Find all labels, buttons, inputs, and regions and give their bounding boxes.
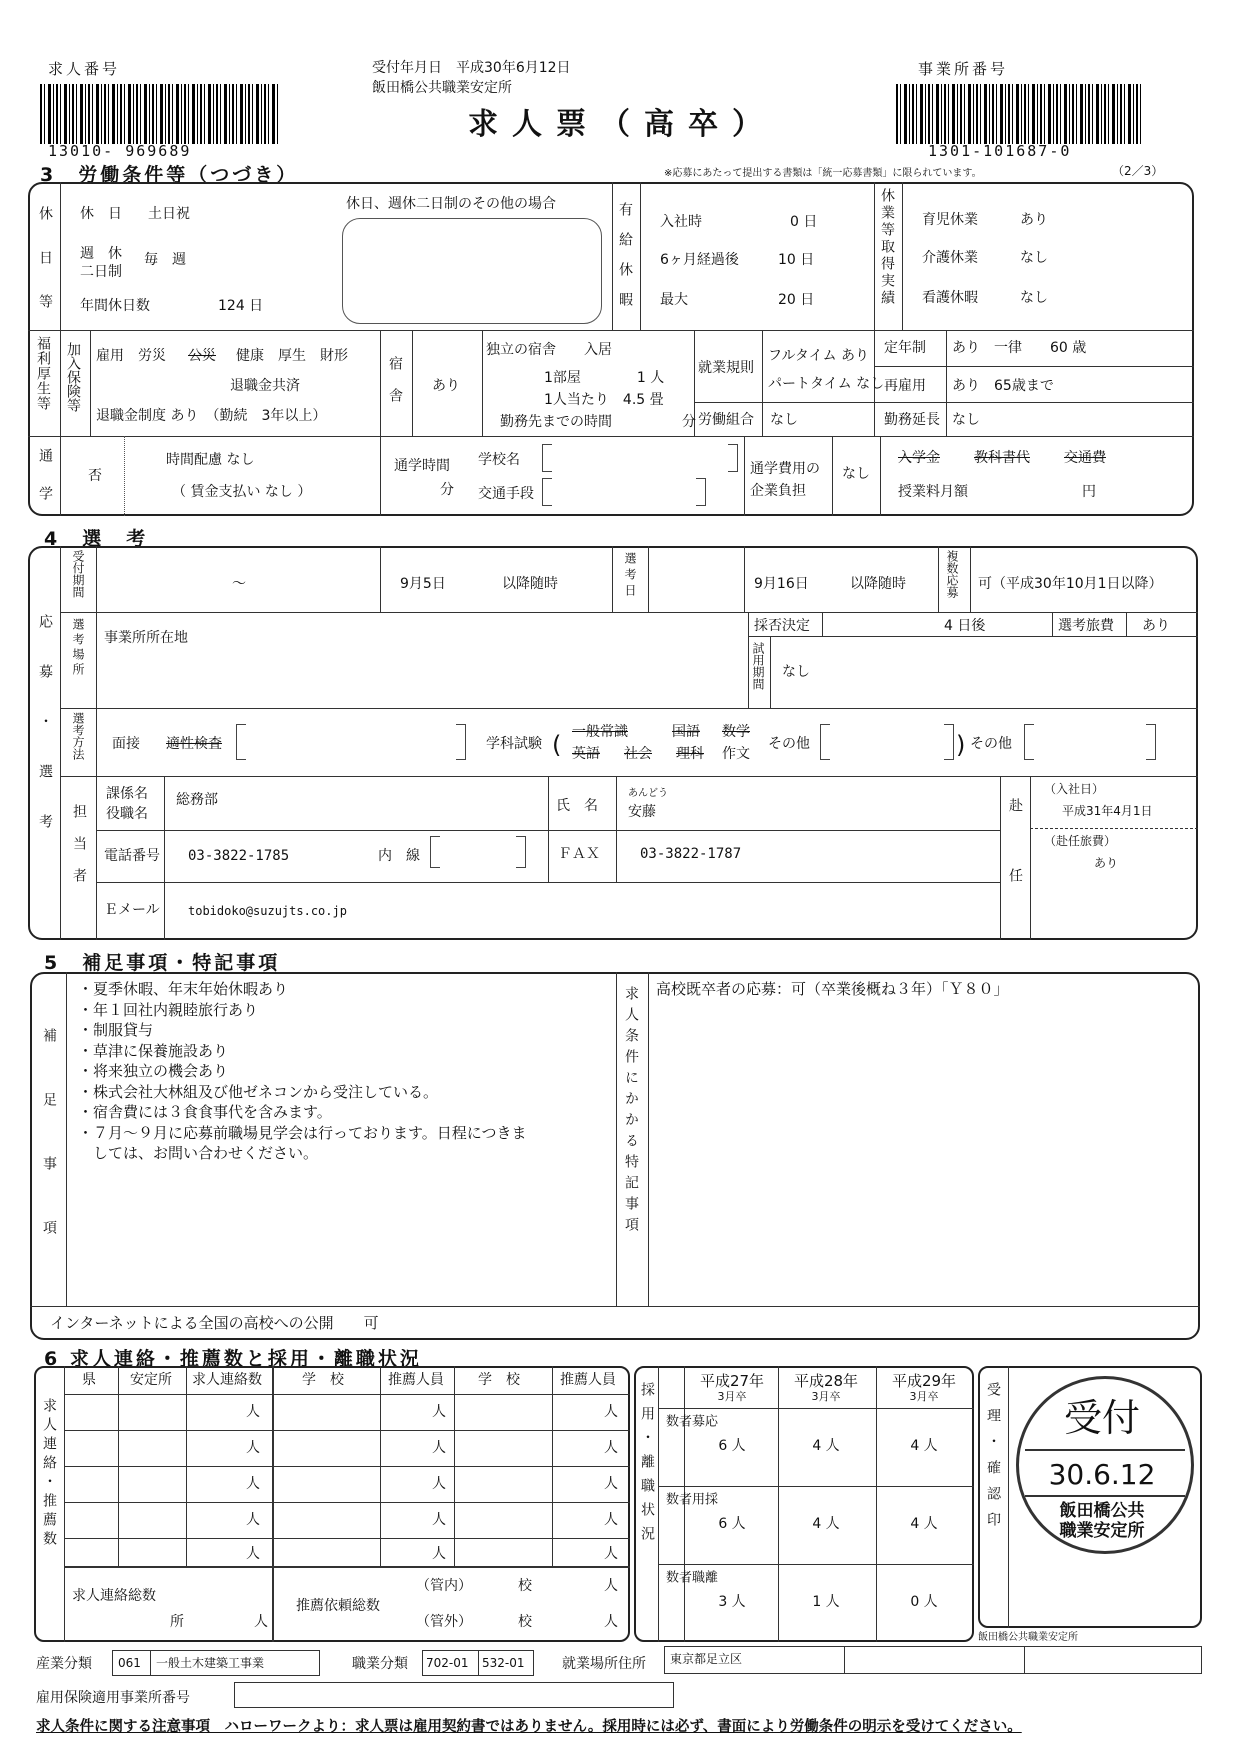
h-suisen-1: 推薦人員 xyxy=(388,1372,444,1388)
saiyo-row-label: 離職者数 xyxy=(663,1570,717,1583)
shugyo-basho-value: 東京都足立区 xyxy=(670,1652,743,1666)
renraku-nin: 人 xyxy=(246,1476,260,1492)
kannai-ko: 校 xyxy=(518,1578,532,1594)
saiyo-year-month: 3月卒 xyxy=(909,1390,939,1403)
shugyo-kisoku-label: 就業規則 xyxy=(698,360,754,376)
gakka-eigo: 英語 xyxy=(572,746,600,762)
yukyu-row1-value: 0 日 xyxy=(790,214,818,230)
section-4-title: 4 選 考 xyxy=(44,528,149,550)
nyusha-label: （入社日） xyxy=(1044,782,1105,796)
kotsu-shudan-label: 交通手段 xyxy=(478,486,534,502)
saikoyo-label: 再雇用 xyxy=(884,378,926,394)
kyugyo-row2-label: 介護休業 xyxy=(922,250,978,266)
hosoku-item: ・７月～９月に応募前職場見学会は行っております。日程につきま xyxy=(78,1123,527,1142)
yakushoku-label: 役職名 xyxy=(106,806,148,822)
kyugyo-row2-value: なし xyxy=(1020,250,1048,266)
suisen-nin-1: 人 xyxy=(432,1440,446,1456)
gakka-shiken: 学科試験 xyxy=(486,736,542,752)
kyugyo-row3-value: なし xyxy=(1020,290,1048,306)
hoken-list-1: 雇用 労災 xyxy=(96,348,166,364)
section-3-title: 3 労働条件等（つづき） xyxy=(40,164,299,186)
office-name: 飯田橋公共職業安定所 xyxy=(372,80,512,96)
uketsuke-stamp xyxy=(1016,1376,1194,1554)
shukusha-dokuritsu: 独立の宿舎 入居 xyxy=(486,342,612,358)
hoho-sonota-right xyxy=(1146,724,1156,760)
kangai-ko: 校 xyxy=(518,1614,532,1630)
taishoku-seido: 退職金制度 あり （勤続 3年以上） xyxy=(96,408,327,424)
stamp-top: 受付 xyxy=(1063,1396,1140,1440)
kangai-nin: 人 xyxy=(604,1614,618,1630)
h-gakko-1: 学 校 xyxy=(302,1372,344,1388)
koyo-hoken-field xyxy=(234,1682,674,1708)
suisen-nin-2: 人 xyxy=(604,1440,618,1456)
funin-ryohi-value: あり xyxy=(1094,856,1119,870)
jigyosho-no-label: 事業所番号 xyxy=(918,60,1009,78)
shugyo-basho-label: 就業場所住所 xyxy=(562,1656,646,1672)
kyujin-no: 13010- 969689 xyxy=(48,142,192,160)
nenkan-label: 年間休日数 xyxy=(80,298,150,314)
saiyo-cell: 4 人 xyxy=(910,1438,938,1454)
gakka-kokugo: 国語 xyxy=(672,724,700,740)
renraku-nin: 人 xyxy=(246,1546,260,1562)
fax-label: ＦＡＸ xyxy=(558,846,600,862)
juri-label: 受理・確認印 xyxy=(985,1382,1001,1538)
kyujitsu-other-label: 休日、週休二日制のその他の場合 xyxy=(346,196,556,212)
shukusha-value: あり xyxy=(432,378,460,394)
renraku-nin: 人 xyxy=(246,1440,260,1456)
tel-label: 電話番号 xyxy=(104,848,160,864)
internet-kokai: インターネットによる全国の高校への公開 可 xyxy=(50,1314,379,1332)
fukusu-obo-label: 複数応募 xyxy=(945,550,959,598)
yukyu-row2-label: 6ヶ月経過後 xyxy=(660,252,739,268)
hoken-kosai: 公災 xyxy=(188,348,216,364)
kotsu-field-right xyxy=(696,478,706,506)
naisen-field-right xyxy=(516,836,526,868)
renraku-nin: 人 xyxy=(246,1404,260,1420)
tanto-label: 担当者 xyxy=(71,804,87,900)
saiyo-year-month: 3月卒 xyxy=(717,1390,747,1403)
naisen-field-left xyxy=(430,836,440,868)
tekisei-field-left xyxy=(236,724,246,760)
chui-jiko: 求人条件に関する注意事項 ハローワークより：求人票は雇用契約書ではありません。採用時には必ず、書面により労働条件の明示を受けてください。 xyxy=(36,1719,1022,1735)
kumiai-value: なし xyxy=(770,412,798,428)
senko-basho: 事業所所在地 xyxy=(104,630,188,646)
shiyo-kikan-label: 試用期間 xyxy=(751,642,765,690)
hoken-list-2: 健康 厚生 財形 xyxy=(236,348,348,364)
saiyo-label: 採用・離職状況 xyxy=(639,1382,655,1550)
gakko-field-left xyxy=(542,444,552,472)
kyujitsu-other-field xyxy=(342,218,602,324)
h-ken: 県 xyxy=(82,1372,96,1388)
senkobi-date: 9月16日 xyxy=(754,576,809,592)
shokugyo-label: 職業分類 xyxy=(352,1656,408,1672)
renraku-sosu-nin: 人 xyxy=(254,1614,268,1630)
uketsuke-after: 以降随時 xyxy=(502,576,558,592)
hosoku-item: ・株式会社大林組及び他ゼネコンから受注している。 xyxy=(78,1082,439,1101)
kangai-label: （管外） xyxy=(416,1614,472,1630)
stamp-office-1: 飯田橋公共 xyxy=(1059,1501,1145,1521)
senko-hoho-label: 選考方法 xyxy=(71,712,85,760)
gakka-shakai: 社会 xyxy=(624,746,652,762)
taishoku-kyosai: 退職金共済 xyxy=(230,378,300,394)
h-gakko-2: 学 校 xyxy=(478,1372,520,1388)
saiyo-cell: 6 人 xyxy=(718,1438,746,1454)
fukusu-obo-value: 可（平成30年10月1日以降） xyxy=(978,576,1163,592)
suisen-nin-2: 人 xyxy=(604,1512,618,1528)
suisen-irai-label: 推薦依頼総数 xyxy=(296,1598,380,1614)
suisen-nin-2: 人 xyxy=(604,1476,618,1492)
saiyo-year: 平成27年 xyxy=(699,1372,765,1390)
tsugaku-chingin: （ 賃金支払い なし ） xyxy=(172,484,312,500)
hosoku-item: ・夏季休暇、年末年始休暇あり xyxy=(78,980,289,998)
saiyo-cell: 4 人 xyxy=(812,1438,840,1454)
kotsu-field-left xyxy=(542,478,552,506)
hosoku-item: ・宿舎費には３食食事代を含みます。 xyxy=(78,1103,332,1121)
fukuri-label: 福利厚生等 xyxy=(35,336,51,411)
saiyo-cell: 3 人 xyxy=(718,1594,746,1610)
kyokashodai: 教科書代 xyxy=(974,450,1030,466)
yukyu-row1-label: 入社時 xyxy=(660,214,702,230)
shukyu-value: 毎 週 xyxy=(144,252,186,268)
shugyo-part: パートタイム なし xyxy=(768,376,885,392)
tekisei-field-right xyxy=(456,724,466,760)
stamp-office-2: 職業安定所 xyxy=(1059,1521,1145,1541)
hosoku-item: ・制服貸与 xyxy=(78,1021,154,1039)
tekisei-kensa: 適性検査 xyxy=(166,736,222,752)
kotsuhi: 交通費 xyxy=(1064,450,1106,466)
stamp-caption: 飯田橋公共職業安定所 xyxy=(978,1632,1078,1643)
shiyo-kikan-value: なし xyxy=(782,664,810,680)
yukyu-row2-value: 10 日 xyxy=(778,252,815,268)
fax-value: 03-3822-1787 xyxy=(640,846,742,862)
saihi-label: 採否決定 xyxy=(754,618,810,634)
saihi-value: 4 日後 xyxy=(944,618,986,634)
shimei-value: 安藤 xyxy=(628,804,656,820)
jugyoryo-label: 授業料月額 xyxy=(898,484,968,500)
funin-label: 赴任 xyxy=(1007,798,1023,938)
teinen-value: あり 一律 60 歳 xyxy=(952,340,1087,356)
hosoku-item: ・将来独立の機会あり xyxy=(78,1062,229,1080)
tsugaku-fun: 分 xyxy=(440,482,454,498)
renraku-sosu-label: 求人連絡総数 xyxy=(72,1588,156,1604)
email-value: tobidoko@suzujts.co.jp xyxy=(188,904,347,918)
jigyosho-barcode xyxy=(896,84,1142,144)
gakko-name-label: 学校名 xyxy=(478,452,520,468)
saiyo-cell: 0 人 xyxy=(910,1594,938,1610)
tsugaku-label: 通学 xyxy=(37,448,53,524)
h-renrakusu: 求人連絡数 xyxy=(192,1372,262,1388)
kanyu-hoken-label: 加入保険等 xyxy=(65,342,81,412)
kyujin-barcode xyxy=(40,84,280,144)
tsugaku-hiyo-value: なし xyxy=(842,466,870,482)
shugyo-full: フルタイム あり xyxy=(768,348,870,364)
yukyu-label: 有給休暇 xyxy=(617,202,633,322)
hoho-sonota-left xyxy=(1024,724,1034,760)
saiyo-cell: 4 人 xyxy=(910,1516,938,1532)
tsugaku-jikan-hairyo: 時間配慮 なし xyxy=(166,452,255,468)
hosoku-item: しては、お問い合わせください。 xyxy=(78,1144,319,1162)
shukusha-kinmu-jikan: 勤務先までの時間 分 xyxy=(500,414,696,430)
uketsuke-tilde: ～ xyxy=(232,576,246,592)
suisen-nin-1: 人 xyxy=(432,1512,446,1528)
renraku-sosu-sho: 所 xyxy=(170,1614,184,1630)
saiyo-cell: 4 人 xyxy=(812,1516,840,1532)
shimei-furigana: あんどう xyxy=(628,788,668,799)
jigyosho-no: 1301-101687-0 xyxy=(928,142,1072,160)
tokki-value: 高校既卒者の応募：可（卒業後概ね３年）「Ｙ８０」 xyxy=(656,980,1009,998)
kumiai-label: 労働組合 xyxy=(698,412,754,428)
teinen-label: 定年制 xyxy=(884,340,926,356)
nenkan-value: 124 日 xyxy=(218,298,264,314)
kyujitsu-value: 土日祝 xyxy=(148,206,190,222)
uketsuke-date: 9月5日 xyxy=(400,576,446,592)
senkobi-after: 以降随時 xyxy=(850,576,906,592)
renraku-nin: 人 xyxy=(246,1512,260,1528)
kannai-nin: 人 xyxy=(604,1578,618,1594)
h-suisen-2: 推薦人員 xyxy=(560,1372,616,1388)
mensetsu: 面接 xyxy=(112,736,140,752)
suisen-nin-1: 人 xyxy=(432,1546,446,1562)
h-anteisho: 安定所 xyxy=(130,1372,172,1388)
kyugyo-row3-label: 看護休暇 xyxy=(922,290,978,306)
gakko-field-right xyxy=(728,444,738,472)
nyugakukin: 入学金 xyxy=(898,450,940,466)
shokugyo-1: 702-01 xyxy=(426,1656,469,1670)
shukusha-label: 宿舎 xyxy=(387,356,403,420)
saiyo-year: 平成29年 xyxy=(891,1372,957,1390)
encho-label: 勤務延長 xyxy=(884,412,940,428)
gakka-sugaku: 数学 xyxy=(722,724,750,740)
tsugaku-value: 否 xyxy=(88,468,102,484)
hosoku-label: 補足事項 xyxy=(41,1028,57,1284)
kyujin-no-label: 求人番号 xyxy=(48,60,121,78)
kyugyo-label: 休業等取得実績 xyxy=(879,188,895,307)
saiyo-cell: 1 人 xyxy=(812,1594,840,1610)
gakka-paren-open: ( xyxy=(552,731,562,759)
gakka-sonota-right xyxy=(944,724,954,760)
jugyoryo-en: 円 xyxy=(1082,484,1096,500)
senko-ryohi-label: 選考旅費 xyxy=(1058,618,1114,634)
senko-basho-label: 選考場所 xyxy=(71,618,85,678)
nyusha-value: 平成31年4月1日 xyxy=(1062,804,1153,818)
senko-ryohi-value: あり xyxy=(1142,618,1170,634)
kyugyo-row1-value: あり xyxy=(1020,212,1048,228)
tokki-label: 求人条件にかかる特記事項 xyxy=(623,986,639,1238)
suisen-nin-2: 人 xyxy=(604,1546,618,1562)
suisen-nin-1: 人 xyxy=(432,1476,446,1492)
yukyu-row3-label: 最大 xyxy=(660,292,688,308)
section-6-title: 6 求人連絡・推薦数と採用・離職状況 xyxy=(44,1348,422,1370)
hosoku-item: ・草津に保養施設あり xyxy=(78,1041,229,1060)
obo-senko-label: 応募・選考 xyxy=(37,614,53,864)
kakari-value: 総務部 xyxy=(176,792,218,808)
sangyo-label: 産業分類 xyxy=(36,1656,92,1672)
funin-ryohi-label: （赴任旅費） xyxy=(1044,834,1117,848)
senkobi-label: 選考日 xyxy=(623,552,637,600)
shimei-label: 氏 名 xyxy=(556,798,598,814)
gakka-rika: 理科 xyxy=(676,746,704,762)
tsugaku-hiyo-label: 通学費用の企業負担 xyxy=(750,461,820,500)
shukyu-label: 週 休 xyxy=(80,246,122,262)
kyugyo-row1-label: 育児休業 xyxy=(922,212,978,228)
saikoyo-value: あり 65歳まで xyxy=(952,378,1054,394)
hoho-sonota: その他 xyxy=(970,736,1012,752)
shokugyo-2: 532-01 xyxy=(482,1656,525,1670)
shukusha-heya: 1部屋 1 人 xyxy=(544,370,665,386)
uketsuke-date: 受付年月日 平成30年6月12日 xyxy=(372,60,571,76)
page-title: 求人票（高卒） xyxy=(468,107,776,142)
tel-value: 03-3822-1785 xyxy=(188,848,290,864)
gakka-sakubun: 作文 xyxy=(722,746,750,762)
kyujitsu-label-2: 休 日 xyxy=(80,206,122,222)
encho-value: なし xyxy=(952,412,980,428)
shukusha-menseki: 1人当たり 4.5 畳 xyxy=(544,392,664,408)
saiyo-row-label: 採用者数 xyxy=(663,1492,717,1505)
naisen-label: 内 線 xyxy=(378,848,420,864)
sangyo-name: 一般土木建築工事業 xyxy=(156,1656,265,1670)
shugyo-basho-field xyxy=(664,1646,1202,1674)
kyujitsu-label: 休日等 xyxy=(37,206,53,338)
section-3-note: ※応募にあたって提出する書類は「統一応募書類」に限られています。 xyxy=(664,168,982,179)
kakari-label: 課係名 xyxy=(106,786,148,802)
gakka-ippan: 一般常識 xyxy=(572,724,628,740)
saiyo-row-label: 応募者数 xyxy=(663,1414,717,1427)
uketsuke-kikan-label: 受付期間 xyxy=(71,550,85,598)
sangyo-code: 061 xyxy=(118,1656,141,1670)
saiyo-year-month: 3月卒 xyxy=(811,1390,841,1403)
saiyo-year: 平成28年 xyxy=(793,1372,859,1390)
email-label: Ｅメール xyxy=(104,902,160,918)
saiyo-cell: 6 人 xyxy=(718,1516,746,1532)
gakka-sonota: その他 xyxy=(768,736,810,752)
gakka-paren-close: ) xyxy=(956,731,966,759)
suisen-nin-2: 人 xyxy=(604,1404,618,1420)
section-5-title: 5 補足事項・特記事項 xyxy=(44,952,281,974)
yukyu-row3-value: 20 日 xyxy=(778,292,815,308)
gakka-sonota-left xyxy=(820,724,830,760)
tsugaku-jikan-label: 通学時間 xyxy=(394,458,450,474)
kannai-label: （管内） xyxy=(416,1578,472,1594)
suisen-nin-1: 人 xyxy=(432,1404,446,1420)
renraku-label: 求人連絡・推薦数 xyxy=(41,1398,57,1550)
koyo-hoken-label: 雇用保険適用事業所番号 xyxy=(36,1690,190,1706)
shukyu-label-2: 二日制 xyxy=(80,264,122,280)
stamp-date: 30.6.12 xyxy=(1048,1458,1156,1491)
page-number: （2／3） xyxy=(1112,164,1164,178)
hosoku-item: ・年１回社内親睦旅行あり xyxy=(78,1000,259,1019)
